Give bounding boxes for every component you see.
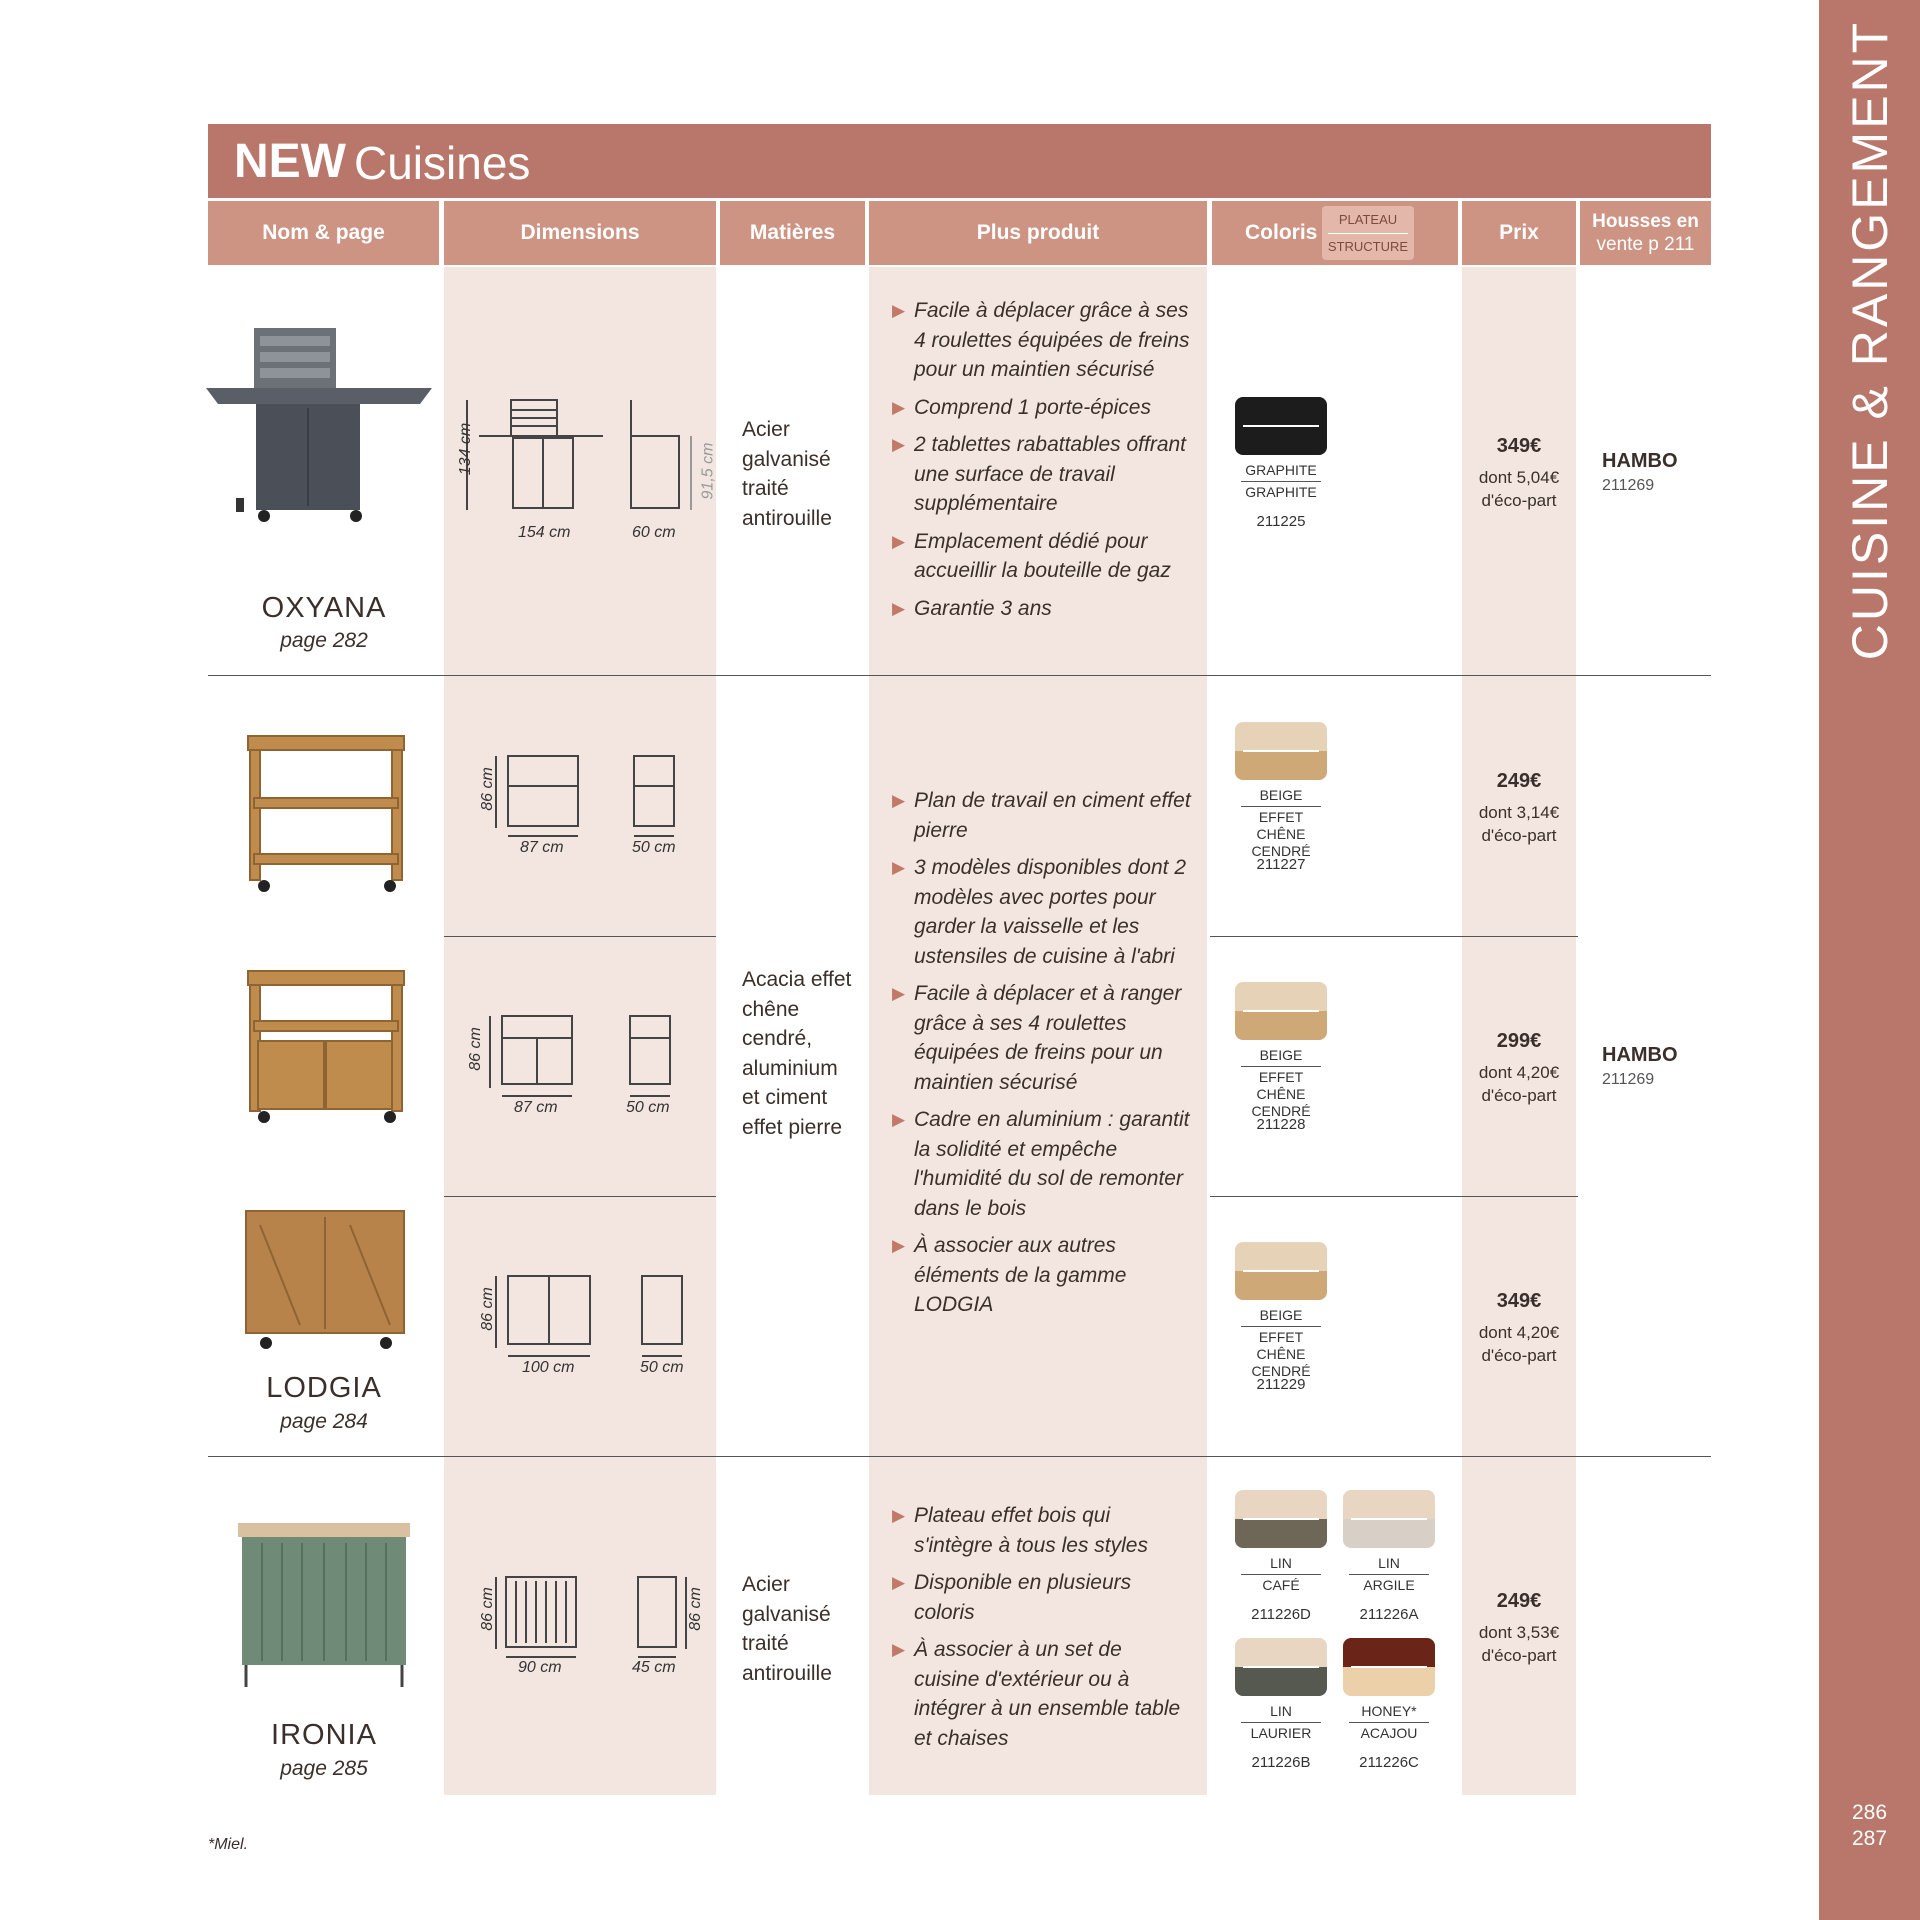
color-label: BEIGE EFFET CHÊNE CENDRÉ	[1235, 1307, 1327, 1380]
page-number-right: 287	[1851, 1827, 1888, 1850]
color-label: HONEY* ACAJOU	[1343, 1703, 1435, 1742]
lodgia-material: Acacia effet chêne cendré, aluminium et ciment effet pierre	[742, 968, 852, 1139]
lodgia-cover: HAMBO 211269	[1602, 1044, 1678, 1088]
lodgia-bullets	[892, 786, 1192, 1328]
lodgia-page: page 284	[280, 1410, 368, 1433]
header-plus: Plus produit	[869, 201, 1207, 265]
lodgia3-width-label: 100 cm	[522, 1359, 575, 1376]
color-ref: 211226D	[1251, 1606, 1311, 1623]
lodgia-dimension-drawing-2	[476, 1012, 686, 1102]
legend-structure: STRUCTURE	[1327, 239, 1409, 254]
lodgia1-price-block: 249€ dont 3,14€ d'éco-part	[1461, 770, 1577, 847]
color-swatch-lin-cafe	[1235, 1490, 1327, 1548]
color-label: BEIGE EFFET CHÊNE CENDRÉ	[1235, 787, 1327, 860]
color-label: LIN CAFÉ	[1235, 1555, 1327, 1594]
oxyana-height-label: 134 cm	[457, 422, 475, 476]
price: 349€	[1496, 1290, 1542, 1312]
row-separator	[208, 675, 1711, 676]
sub-row-separator	[1210, 936, 1578, 937]
color-swatch-honey-acajou	[1343, 1638, 1435, 1696]
ironia-material: Acier galvanisé traité antirouille	[742, 1573, 832, 1685]
color-ref: 211228	[1256, 1116, 1306, 1133]
legend-plateau: PLATEAU	[1338, 212, 1398, 227]
color-swatch-lin-laurier	[1235, 1638, 1327, 1696]
lodgia-dimension-drawing-1	[488, 752, 688, 842]
lodgia3-price-block: 349€ dont 4,20€ d'éco-part	[1461, 1290, 1577, 1367]
ironia-product-image	[232, 1515, 417, 1691]
color-swatch-beige-oak	[1235, 722, 1327, 780]
oxyana-depth-label: 60 cm	[632, 524, 676, 541]
color-swatch-lin-argile	[1343, 1490, 1435, 1548]
price: 299€	[1496, 1030, 1542, 1052]
lodgia2-height-label: 86 cm	[466, 1027, 484, 1071]
row-separator	[208, 1456, 1711, 1457]
lodgia-image-3	[240, 1205, 410, 1355]
lodgia1-height-label: 86 cm	[478, 767, 496, 811]
bullet-item: ▶ Facile à déplacer grâce à ses 4 roulettes équipées de freins pour un maintien sécurisé	[892, 299, 1190, 381]
bullet-item: ▶ Garantie 3 ans	[892, 596, 1052, 620]
color-ref: 211226B	[1251, 1754, 1311, 1771]
bullet-item: ▶ Emplacement dédié pour accueillir la bouteille de gaz	[892, 529, 1171, 582]
sub-row-separator	[1210, 1196, 1578, 1197]
lodgia-dimension-drawing-3	[488, 1272, 698, 1362]
header-dimensions: Dimensions	[444, 201, 716, 265]
ironia-price-block: 249€ dont 3,53€ d'éco-part	[1461, 1590, 1577, 1667]
color-label: LIN LAURIER	[1235, 1703, 1327, 1742]
section-title-bar	[208, 124, 1711, 198]
oxyana-price-block: 349€ dont 5,04€ d'éco-part	[1461, 435, 1577, 512]
color-ref: 211226C	[1359, 1754, 1419, 1771]
color-ref: 211227	[1256, 856, 1306, 873]
new-badge: NEW	[234, 135, 346, 188]
oxyana-bullets	[892, 296, 1192, 631]
color-label: GRAPHITE GRAPHITE	[1235, 462, 1327, 501]
header-colors: Coloris	[1212, 201, 1458, 265]
color-swatch-beige-oak	[1235, 982, 1327, 1040]
bullet-item: ▶ Plan de travail en ciment effet pierre	[892, 789, 1191, 842]
lodgia-image-2	[240, 965, 410, 1130]
ironia-page: page 285	[280, 1757, 368, 1780]
bullet-item: ▶ 3 modèles disponibles dont 2 modèles avec portes pour garder la vaisselle et les ustensiles de cuisine à l'abri	[892, 856, 1187, 968]
color-label: LIN ARGILE	[1343, 1555, 1435, 1594]
ironia-depth-label: 45 cm	[632, 1659, 676, 1676]
lodgia1-width-label: 87 cm	[520, 839, 564, 856]
oxyana-material: Acier galvanisé traité antirouille	[742, 418, 832, 530]
price: 349€	[1496, 435, 1542, 457]
oxyana-width-label: 154 cm	[518, 524, 571, 541]
ironia-bullets	[892, 1501, 1192, 1761]
lodgia2-width-label: 87 cm	[514, 1099, 558, 1116]
bullet-item: ▶ Plateau effet bois qui s'intègre à tous les styles	[892, 1504, 1148, 1557]
bullet-item: ▶ Disponible en plusieurs coloris	[892, 1571, 1132, 1624]
bullet-item: ▶ À associer à un set de cuisine d'extérieur ou à intégrer à un ensemble table et chaises	[892, 1638, 1181, 1750]
footnote: *Miel.	[208, 1836, 249, 1853]
bullet-item: ▶ Cadre en aluminium : garantit la solidité et empêche l'humidité du sol de remonter dans le bois	[892, 1108, 1190, 1220]
side-title: CUISINE & RANGEMENT	[1841, 19, 1898, 661]
bullet-item: ▶ Comprend 1 porte-épices	[892, 395, 1151, 419]
header-price: Prix	[1462, 201, 1576, 265]
ironia-dimension-drawing	[488, 1573, 698, 1663]
oxyana-name: OXYANA	[261, 592, 387, 624]
ironia-height-label: 86 cm	[478, 1587, 496, 1631]
ironia-height2-label: 86 cm	[686, 1587, 704, 1631]
oxyana-page: page 282	[280, 629, 368, 652]
lodgia3-height-label: 86 cm	[478, 1287, 496, 1331]
oxyana-cover: HAMBO 211269	[1602, 450, 1678, 494]
lodgia2-depth-label: 50 cm	[626, 1099, 670, 1116]
ironia-width-label: 90 cm	[518, 1659, 562, 1676]
color-swatch-graphite	[1235, 397, 1327, 455]
price: 249€	[1496, 1590, 1542, 1612]
header-name: Nom & page	[208, 201, 439, 265]
bullet-item: ▶ Facile à déplacer et à ranger grâce à ses 4 roulettes équipées de freins pour un maintien sécurisé	[892, 982, 1182, 1094]
header-covers: Housses en vente p 211	[1580, 201, 1711, 265]
sub-row-separator	[444, 936, 716, 937]
oxyana-dimension-drawing	[455, 396, 715, 516]
section-title: Cuisines	[354, 137, 531, 189]
ironia-name: IRONIA	[271, 1719, 377, 1751]
header-materials: Matières	[720, 201, 865, 265]
color-label: BEIGE EFFET CHÊNE CENDRÉ	[1235, 1047, 1327, 1120]
color-swatch-beige-oak	[1235, 1242, 1327, 1300]
lodgia2-price-block: 299€ dont 4,20€ d'éco-part	[1461, 1030, 1577, 1107]
color-ref: 211229	[1256, 1376, 1306, 1393]
oxyana-height2-label: 91,5 cm	[699, 442, 717, 500]
color-legend	[1322, 206, 1414, 260]
page-number-left: 286	[1851, 1801, 1888, 1824]
lodgia-image-1	[240, 730, 410, 895]
lodgia3-depth-label: 50 cm	[640, 1359, 684, 1376]
oxyana-product-image	[206, 322, 436, 528]
color-ref: 211226A	[1359, 1606, 1419, 1623]
price: 249€	[1496, 770, 1542, 792]
lodgia1-depth-label: 50 cm	[632, 839, 676, 856]
bullet-item: ▶ À associer aux autres éléments de la gamme LODGIA	[892, 1234, 1127, 1316]
bullet-item: ▶ 2 tablettes rabattables offrant une surface de travail supplémentaire	[892, 433, 1187, 515]
color-ref: 211225	[1256, 513, 1306, 530]
sub-row-separator	[444, 1196, 716, 1197]
lodgia-name: LODGIA	[266, 1372, 382, 1404]
